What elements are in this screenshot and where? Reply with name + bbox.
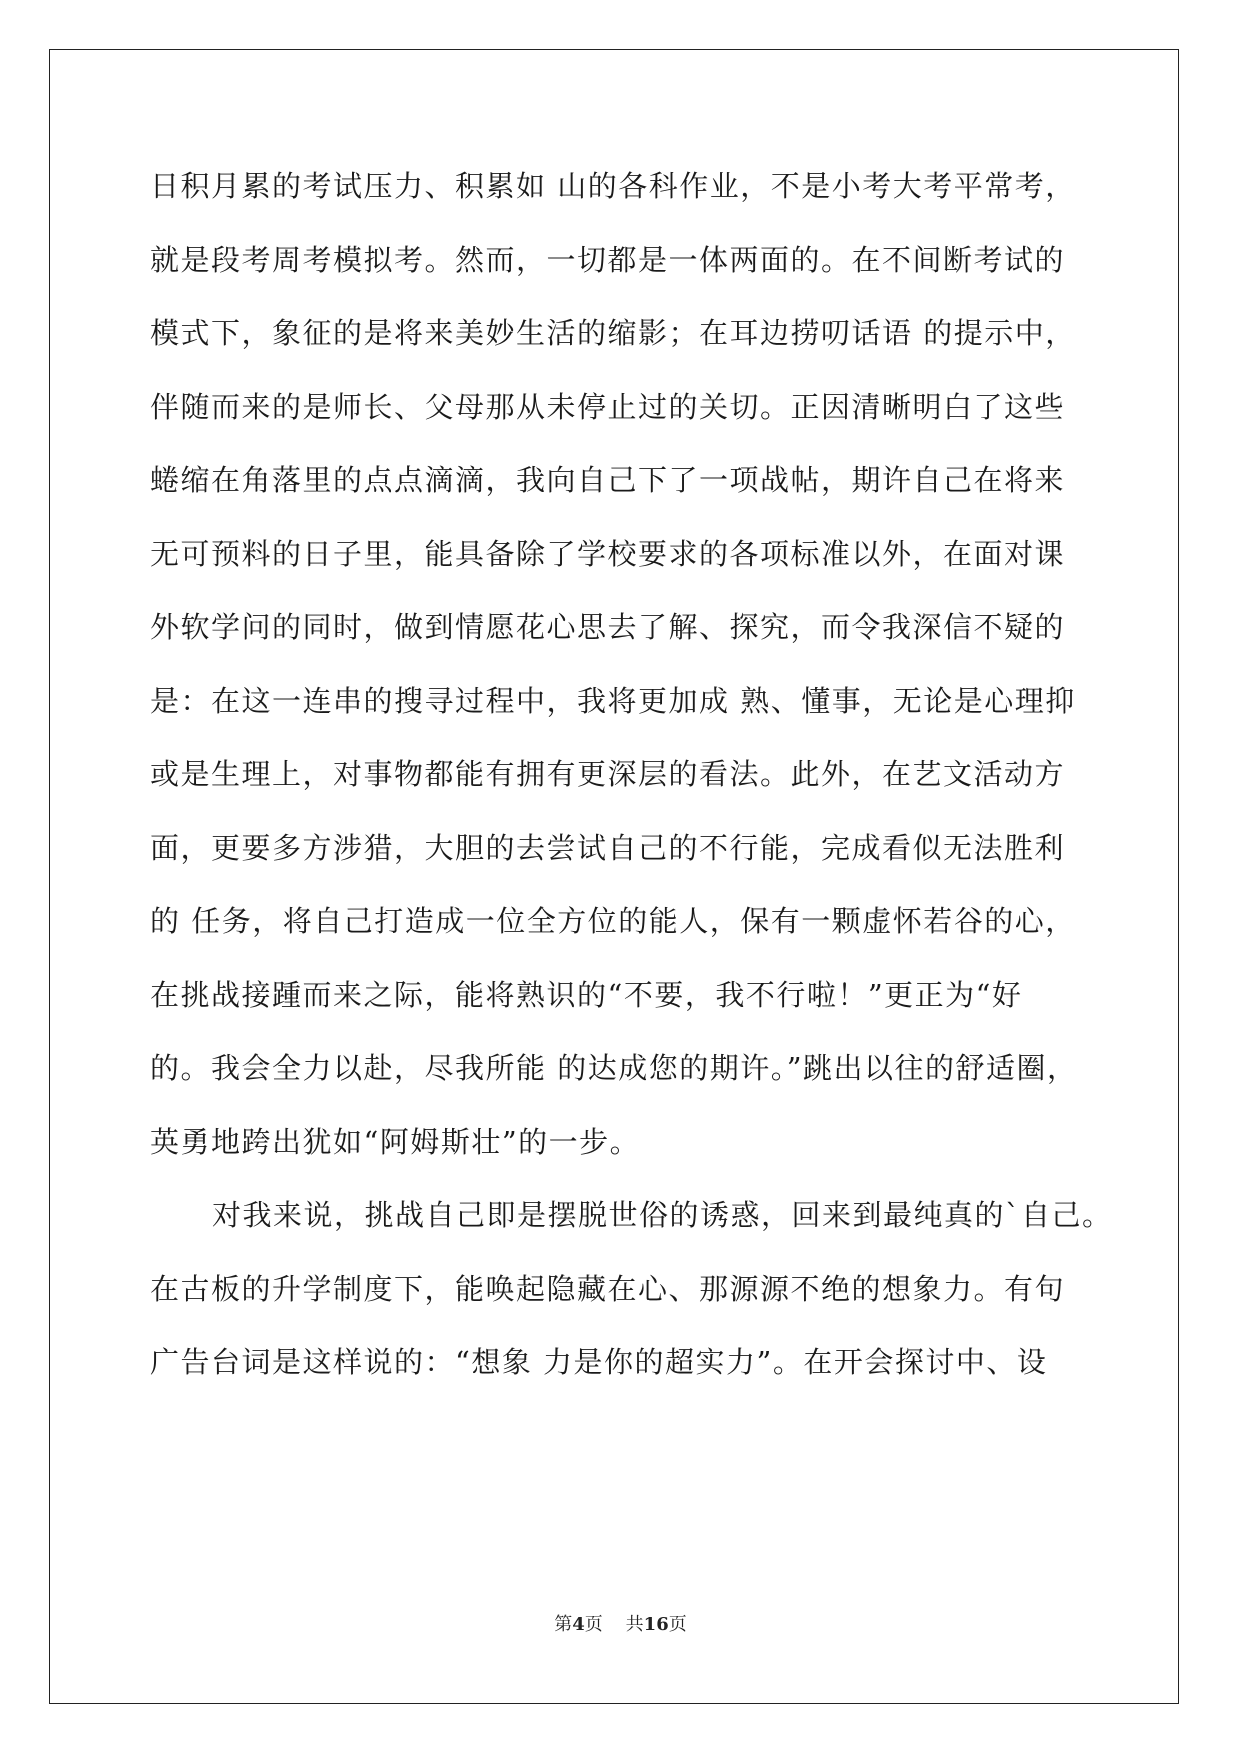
text-line: 在挑战接踵而来之际，能将熟识的“不要，我不行啦！”更正为“好 <box>150 977 1023 1012</box>
text-line: 的。我会全力以赴，尽我所能 的达成您的期许。”跳出以往的舒适圈， <box>150 1051 1078 1085</box>
page-suffix: 页 <box>584 1614 603 1635</box>
total-prefix: 共 <box>625 1614 644 1635</box>
text-line: 伴随而来的是师长、父母那从未停止过的关切。正因清晰明白了这些 <box>150 389 1066 424</box>
text-line: 无可预料的日子里，能具备除了学校要求的各项标准以外，在面对课 <box>150 536 1066 571</box>
text-line: 模式下，象征的是将来美妙生活的缩影；在耳边捞叨话语 的提示中， <box>150 316 1076 350</box>
text-line: 面，更要多方涉猎，大胆的去尝试自己的不行能，完成看似无法胜利 <box>150 830 1066 865</box>
text-line: 的 任务，将自己打造成一位全方位的能人，保有一颗虚怀若谷的心， <box>150 904 1076 938</box>
text-line: 外软学问的同时，做到情愿花心思去了解、探究，而令我深信不疑的 <box>150 610 1066 644</box>
page-footer <box>0 1610 1241 1636</box>
document-body <box>150 150 1113 1400</box>
text-line: 就是段考周考模拟考。然而，一切都是一体两面的。在不间断考试的 <box>150 242 1066 277</box>
text-line: 英勇地跨出犹如“阿姆斯壮”的一步。 <box>150 1124 641 1159</box>
text-line: 日积月累的考试压力、积累如 山的各科作业，不是小考大考平常考， <box>150 169 1076 203</box>
page-prefix: 第 <box>554 1614 573 1635</box>
page-number: 4 <box>572 1614 585 1635</box>
text-line: 是：在这一连串的搜寻过程中，我将更加成 熟、懂事，无论是心理抑 <box>150 683 1076 718</box>
total-suffix: 页 <box>668 1614 687 1635</box>
text-line: 或是生理上，对事物都能有拥有更深层的看法。此外，在艺文活动方 <box>150 757 1066 791</box>
text-line: 广告台词是这样说的：“想象 力是你的超实力”。在开会探讨中、设 <box>150 1345 1048 1379</box>
total-pages: 16 <box>643 1614 669 1635</box>
text-line: 在古板的升学制度下，能唤起隐藏在心、那源源不绝的想象力。有句 <box>150 1271 1066 1306</box>
paragraph-first-line: 对我来说，挑战自己即是摆脱世俗的诱惑，回来到最纯真的`自己。 <box>212 1198 1113 1232</box>
text-line: 蜷缩在角落里的点点滴滴，我向自己下了一项战帖，期许自己在将来 <box>150 463 1066 497</box>
